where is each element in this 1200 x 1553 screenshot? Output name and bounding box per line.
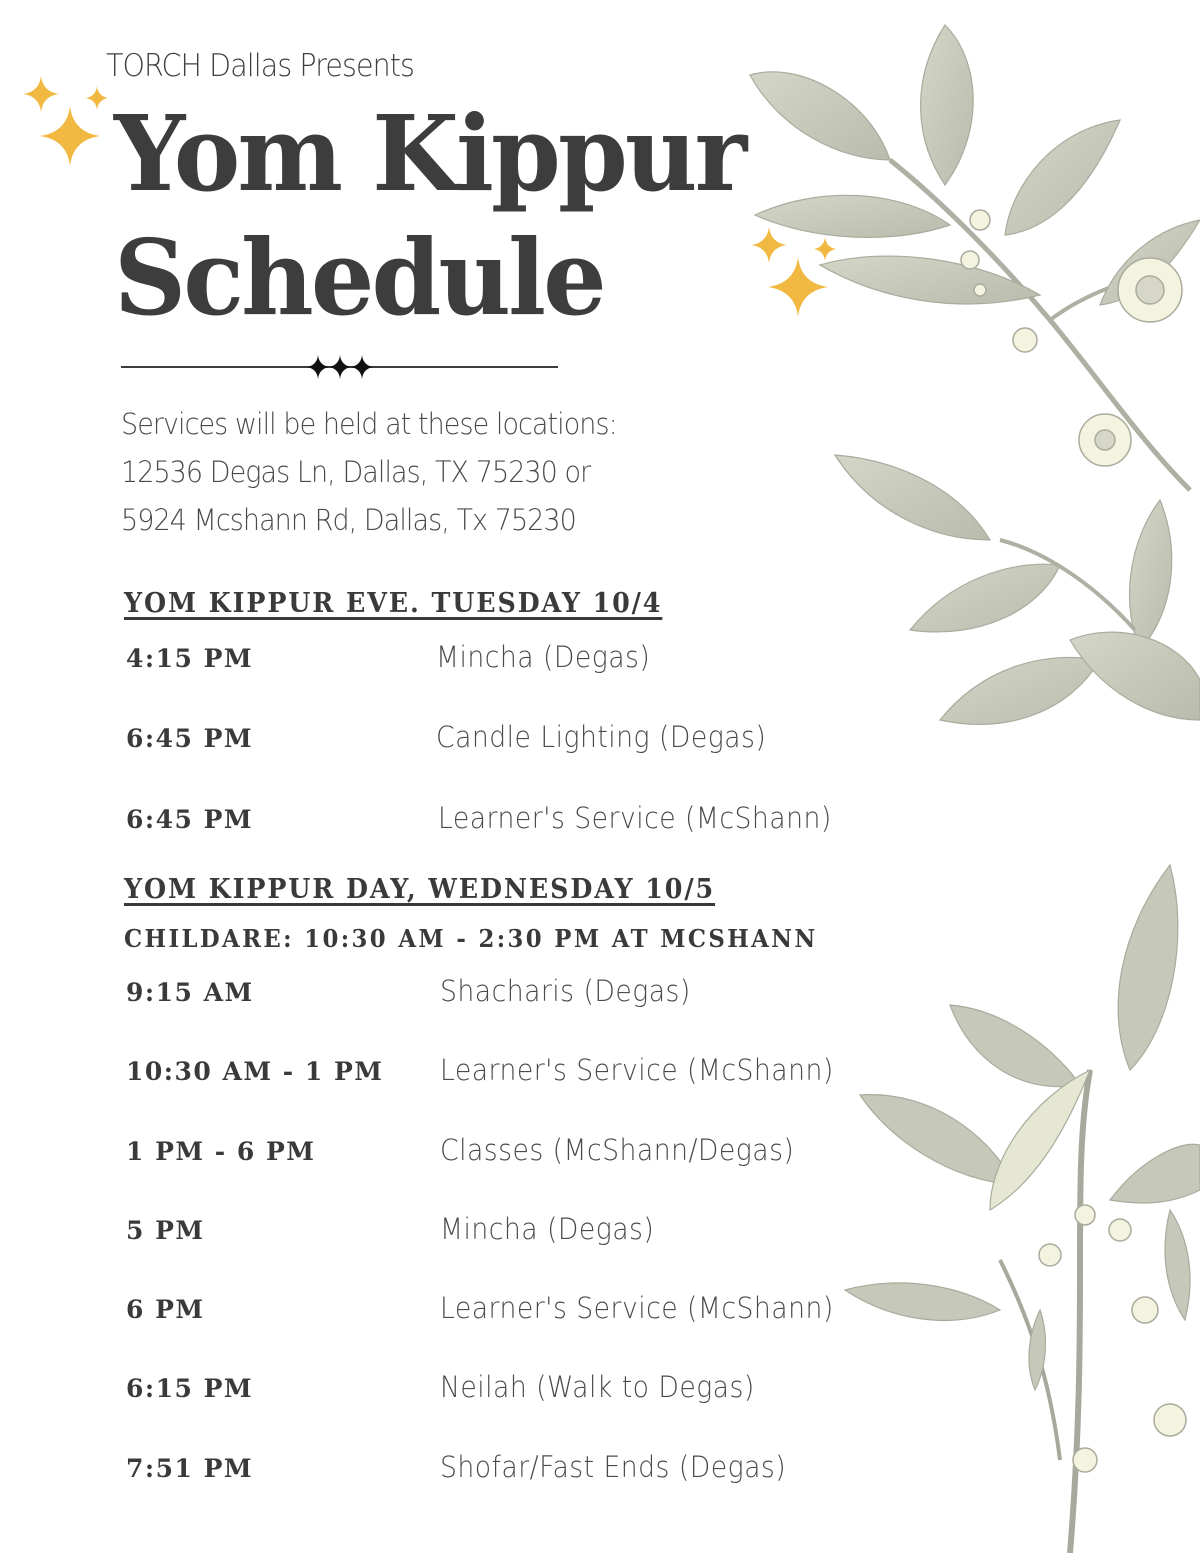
schedule-event: Learner's Service (McShann) bbox=[440, 1053, 834, 1087]
section-heading-day: YOM KIPPUR DAY, WEDNESDAY 10/5 bbox=[124, 874, 716, 905]
schedule-event: Neilah (Walk to Degas) bbox=[440, 1370, 755, 1404]
schedule-row bbox=[126, 720, 886, 764]
schedule-time: 4:15 PM bbox=[126, 644, 254, 673]
location-address-mcshann: 5924 Mcshann Rd, Dallas, Tx 75230 bbox=[121, 503, 576, 537]
location-address-degas: 12536 Degas Ln, Dallas, TX 75230 or bbox=[121, 455, 591, 489]
schedule-row bbox=[126, 1291, 886, 1335]
schedule-event: Learner's Service (McShann) bbox=[440, 1291, 834, 1325]
schedule-event: Shacharis (Degas) bbox=[440, 974, 691, 1008]
schedule-event: Classes (McShann/Degas) bbox=[440, 1133, 795, 1167]
schedule-time: 10:30 AM - 1 PM bbox=[126, 1057, 384, 1086]
schedule-time: 6 PM bbox=[126, 1295, 205, 1324]
schedule-event: Learner's Service (McShann) bbox=[438, 801, 832, 835]
title-line-1: Yom Kippur bbox=[114, 92, 745, 215]
schedule-time: 6:45 PM bbox=[126, 805, 254, 834]
schedule-event: Shofar/Fast Ends (Degas) bbox=[440, 1450, 787, 1484]
botanical-branch-top-illustration bbox=[740, 20, 1200, 840]
presenter-label: TORCH Dallas Presents bbox=[106, 48, 414, 84]
schedule-time: 6:45 PM bbox=[126, 724, 254, 753]
page-title bbox=[114, 92, 744, 340]
schedule-time: 1 PM - 6 PM bbox=[126, 1137, 316, 1166]
schedule-event: Mincha (Degas) bbox=[440, 1212, 655, 1246]
schedule-time: 7:51 PM bbox=[126, 1454, 254, 1483]
locations-block bbox=[121, 400, 654, 544]
schedule-row bbox=[126, 801, 886, 845]
botanical-branch-bottom-illustration bbox=[840, 860, 1200, 1553]
schedule-row bbox=[126, 1370, 886, 1414]
schedule-row bbox=[126, 1212, 886, 1256]
childcare-note: CHILDARE: 10:30 AM - 2:30 PM AT MCSHANN bbox=[124, 924, 818, 953]
sparkle-cluster-left-icon bbox=[20, 74, 110, 170]
schedule-row bbox=[126, 974, 886, 1018]
locations-intro: Services will be held at these locations: bbox=[121, 407, 617, 441]
title-line-2: Schedule bbox=[114, 216, 604, 339]
schedule-row bbox=[126, 640, 886, 684]
schedule-row bbox=[126, 1053, 886, 1097]
schedule-time: 6:15 PM bbox=[126, 1374, 254, 1403]
schedule-time: 9:15 AM bbox=[126, 978, 254, 1007]
schedule-event: Mincha (Degas) bbox=[436, 640, 651, 674]
section-heading-eve: YOM KIPPUR EVE. TUESDAY 10/4 bbox=[124, 588, 663, 619]
schedule-row bbox=[126, 1450, 886, 1494]
schedule-time: 5 PM bbox=[126, 1216, 205, 1245]
sparkle-cluster-right-icon bbox=[748, 225, 840, 321]
divider-stars-icon bbox=[305, 354, 375, 380]
schedule-event: Candle Lighting (Degas) bbox=[436, 720, 767, 754]
schedule-row bbox=[126, 1133, 886, 1177]
